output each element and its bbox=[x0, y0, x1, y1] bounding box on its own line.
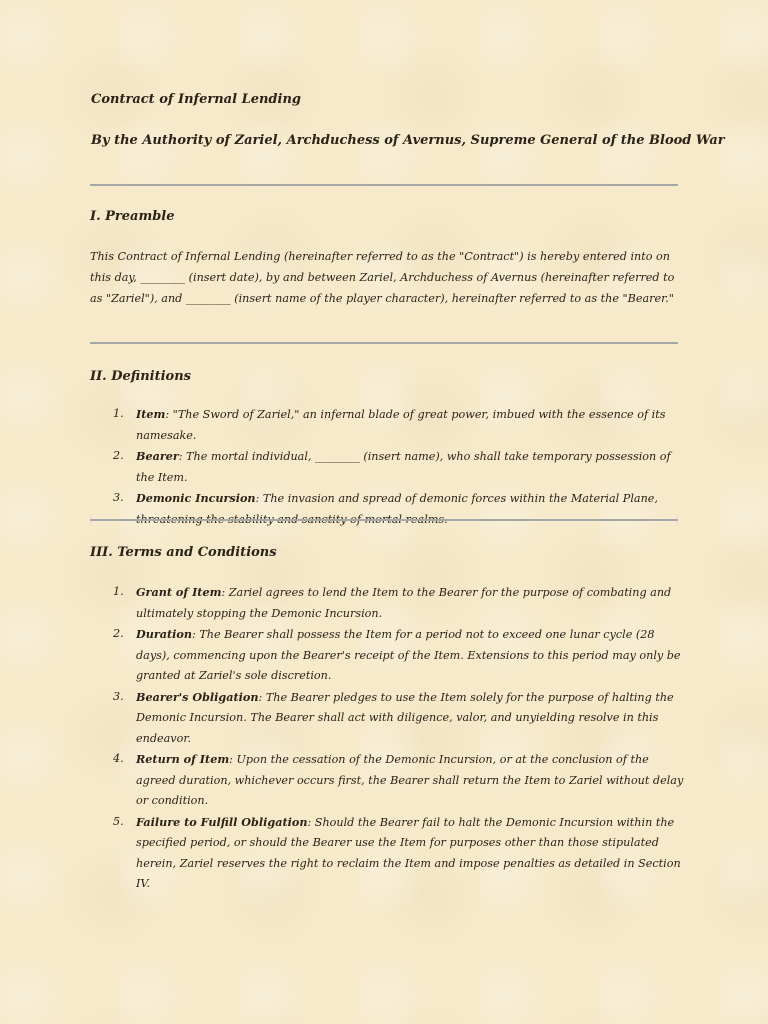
list-number: 4. bbox=[113, 752, 124, 765]
term-text: : Should the Bearer fail to halt the Demonic Incursion within the specified period, or should the Bearer use the Item for purposes other than those stipulated herein, Zariel reserves the right to reclaim the Item and impose penalties as detailed in Section IV. bbox=[136, 815, 681, 890]
list-number: 2. bbox=[113, 627, 124, 640]
terms-list bbox=[90, 582, 684, 895]
term-text: : Zariel agrees to lend the Item to the Bearer for the purpose of combating and ultimately stopping the Demonic Incursion. bbox=[136, 586, 672, 620]
preamble-heading: I. Preamble bbox=[90, 209, 175, 224]
term-title: Duration bbox=[136, 627, 192, 641]
list-item bbox=[90, 812, 684, 895]
list-item bbox=[90, 404, 684, 446]
term-title: Return of Item bbox=[136, 752, 230, 766]
definition-text: : The mortal individual, ________ (insert name), who shall take temporary possession of the Item. bbox=[136, 450, 671, 484]
definitions-heading: II. Definitions bbox=[90, 369, 191, 384]
list-item bbox=[90, 488, 684, 530]
definition-term: Item bbox=[136, 407, 166, 421]
term-text: : The Bearer pledges to use the Item solely for the purpose of halting the Demonic Incursion. The Bearer shall act with diligence, valor, and unyielding resolve in this endeavor. bbox=[136, 690, 674, 745]
list-item bbox=[90, 749, 684, 812]
definition-text: : "The Sword of Zariel," an infernal blade of great power, imbued with the essence of its namesake. bbox=[136, 408, 666, 442]
terms-heading: III. Terms and Conditions bbox=[90, 545, 277, 560]
divider bbox=[90, 342, 678, 344]
list-item bbox=[90, 446, 684, 488]
list-number: 2. bbox=[113, 449, 124, 462]
document-subtitle: By the Authority of Zariel, Archduchess of Avernus, Supreme General of the Blood War bbox=[91, 133, 725, 148]
list-number: 1. bbox=[113, 585, 124, 598]
definitions-list bbox=[90, 404, 684, 530]
preamble-text: This Contract of Infernal Lending (hereinafter referred to as the "Contract") is hereby entered into on this day, ________ (insert date), by and between Zariel, Archduchess of Avernus (hereinafter referred to as "Zariel"), and ________ (insert name of the player character), hereinafter referred to as the "Bearer." bbox=[90, 250, 675, 305]
term-title: Failure to Fulfill Obligation bbox=[136, 814, 308, 829]
term-text: : The Bearer shall possess the Item for a period not to exceed one lunar cycle (28 days), commencing upon the Bearer's receipt of the Item. Extensions to this period may only be granted at Zariel's sole discretion. bbox=[136, 628, 681, 682]
list-number: 5. bbox=[113, 814, 124, 828]
term-text: : Upon the cessation of the Demonic Incursion, or at the conclusion of the agreed duration, whichever occurs first, the Bearer shall return the Item to Zariel without delay or condition. bbox=[136, 753, 684, 807]
definition-term: Demonic Incursion bbox=[136, 491, 256, 505]
definition-term: Bearer bbox=[136, 449, 179, 463]
list-number: 3. bbox=[113, 689, 124, 703]
list-number: 3. bbox=[113, 491, 124, 504]
divider bbox=[90, 184, 678, 186]
document-title: Contract of Infernal Lending bbox=[91, 92, 301, 107]
term-title: Bearer's Obligation bbox=[136, 689, 259, 704]
list-item bbox=[90, 624, 684, 687]
divider bbox=[90, 519, 678, 521]
definition-text: : The invasion and spread of demonic forces within the Material Plane, threatening the stability and sanctity of mortal realms. bbox=[136, 492, 658, 526]
list-item bbox=[90, 687, 684, 750]
list-number: 1. bbox=[113, 407, 124, 420]
term-title: Grant of Item bbox=[136, 585, 222, 599]
list-item bbox=[90, 582, 684, 624]
